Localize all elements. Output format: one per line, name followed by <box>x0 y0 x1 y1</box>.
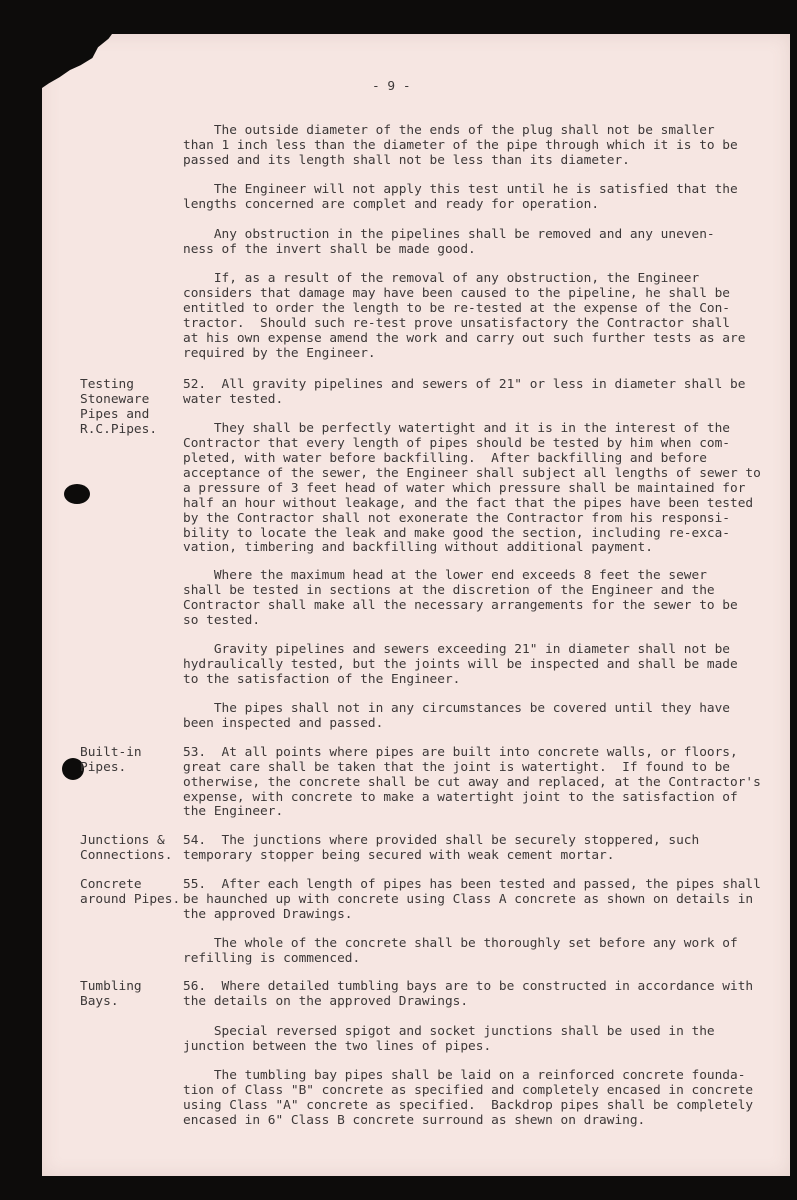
margin-note: Junctions & <box>80 833 165 848</box>
text-line: Any obstruction in the pipelines shall be removed and any uneven- <box>183 227 715 242</box>
text-line: bility to locate the leak and make good the section, including re-exca- <box>183 526 731 541</box>
page-number: - 9 - <box>372 79 411 94</box>
text-line: The tumbling bay pipes shall be laid on a reinforced concrete founda- <box>183 1068 746 1083</box>
margin-note: Pipes and <box>80 407 150 422</box>
text-line: half an hour without leakage, and the fact that the pipes have been tested <box>183 496 754 511</box>
text-line: entitled to order the length to be re-tested at the expense of the Con- <box>183 301 731 316</box>
text-line: 56. Where detailed tumbling bays are to be constructed in accordance with <box>183 979 754 994</box>
text-line: considers that damage may have been caused to the pipeline, he shall be <box>183 286 731 301</box>
text-line: vation, timbering and backfilling without additional payment. <box>183 540 653 555</box>
text-line: be haunched up with concrete using Class A concrete as shown on details in <box>183 892 754 907</box>
text-line: temporary stopper being secured with weak cement mortar. <box>183 848 615 863</box>
text-line: If, as a result of the removal of any obstruction, the Engineer <box>183 271 700 286</box>
text-line: ness of the invert shall be made good. <box>183 242 476 257</box>
text-line: so tested. <box>183 613 261 628</box>
text-line: Gravity pipelines and sewers exceeding 21" in diameter shall not be <box>183 642 731 657</box>
text-line: a pressure of 3 feet head of water which pressure shall be maintained for <box>183 481 746 496</box>
text-line: than 1 inch less than the diameter of the pipe through which it is to be <box>183 138 738 153</box>
text-line: Where the maximum head at the lower end exceeds 8 feet the sewer <box>183 568 707 583</box>
text-line: They shall be perfectly watertight and it is in the interest of the <box>183 421 731 436</box>
text-line: to the satisfaction of the Engineer. <box>183 672 461 687</box>
margin-note: around Pipes. <box>80 892 181 907</box>
margin-note: Built-in <box>80 745 142 760</box>
text-line: tractor. Should such re-test prove unsatisfactory the Contractor shall <box>183 316 731 331</box>
text-line: required by the Engineer. <box>183 346 376 361</box>
text-line: expense, with concrete to make a watertight joint to the satisfaction of <box>183 790 738 805</box>
text-line: the Engineer. <box>183 804 284 819</box>
margin-note: Connections. <box>80 848 173 863</box>
text-line: water tested. <box>183 392 284 407</box>
text-line: 55. After each length of pipes has been tested and passed, the pipes shall <box>183 877 761 892</box>
margin-note: Concrete <box>80 877 142 892</box>
margin-note: R.C.Pipes. <box>80 422 158 437</box>
text-line: acceptance of the sewer, the Engineer shall subject all lengths of sewer to <box>183 466 761 481</box>
text-line: lengths concerned are complet and ready for operation. <box>183 197 600 212</box>
text-line: hydraulically tested, but the joints will be inspected and shall be made <box>183 657 738 672</box>
text-line: 54. The junctions where provided shall be securely stoppered, such <box>183 833 700 848</box>
text-line: The pipes shall not in any circumstances be covered until they have <box>183 701 731 716</box>
text-line: shall be tested in sections at the discretion of the Engineer and the <box>183 583 715 598</box>
text-line: Special reversed spigot and socket junctions shall be used in the <box>183 1024 715 1039</box>
margin-note: Bays. <box>80 994 119 1009</box>
margin-note: Tumbling <box>80 979 142 994</box>
margin-note: Stoneware <box>80 392 150 407</box>
text-line: The whole of the concrete shall be thoroughly set before any work of <box>183 936 738 951</box>
text-line: by the Contractor shall not exonerate the Contractor from his responsi- <box>183 511 731 526</box>
margin-note: Pipes. <box>80 760 127 775</box>
text-line: at his own expense amend the work and carry out such further tests as are <box>183 331 746 346</box>
margin-note: Testing <box>80 377 134 392</box>
text-line: Contractor that every length of pipes should be tested by him when com- <box>183 436 731 451</box>
text-line: The outside diameter of the ends of the plug shall not be smaller <box>183 123 715 138</box>
text-line: 52. All gravity pipelines and sewers of 21" or less in diameter shall be <box>183 377 746 392</box>
text-line: The Engineer will not apply this test until he is satisfied that the <box>183 182 738 197</box>
text-line: encased in 6" Class B concrete surround as shewn on drawing. <box>183 1113 646 1128</box>
punch-hole <box>64 484 90 504</box>
text-line: junction between the two lines of pipes. <box>183 1039 492 1054</box>
text-line: refilling is commenced. <box>183 951 361 966</box>
text-line: tion of Class "B" concrete as specified and completely encased in concrete <box>183 1083 754 1098</box>
text-line: the approved Drawings. <box>183 907 353 922</box>
text-line: Contractor shall make all the necessary arrangements for the sewer to be <box>183 598 738 613</box>
text-line: pleted, with water before backfilling. After backfilling and before <box>183 451 707 466</box>
text-line: using Class "A" concrete as specified. Backdrop pipes shall be completely <box>183 1098 754 1113</box>
text-line: the details on the approved Drawings. <box>183 994 469 1009</box>
text-line: great care shall be taken that the joint is watertight. If found to be <box>183 760 731 775</box>
text-line: been inspected and passed. <box>183 716 384 731</box>
text-line: passed and its length shall not be less than its diameter. <box>183 153 630 168</box>
text-line: otherwise, the concrete shall be cut away and replaced, at the Contractor's <box>183 775 761 790</box>
text-line: 53. At all points where pipes are built into concrete walls, or floors, <box>183 745 738 760</box>
